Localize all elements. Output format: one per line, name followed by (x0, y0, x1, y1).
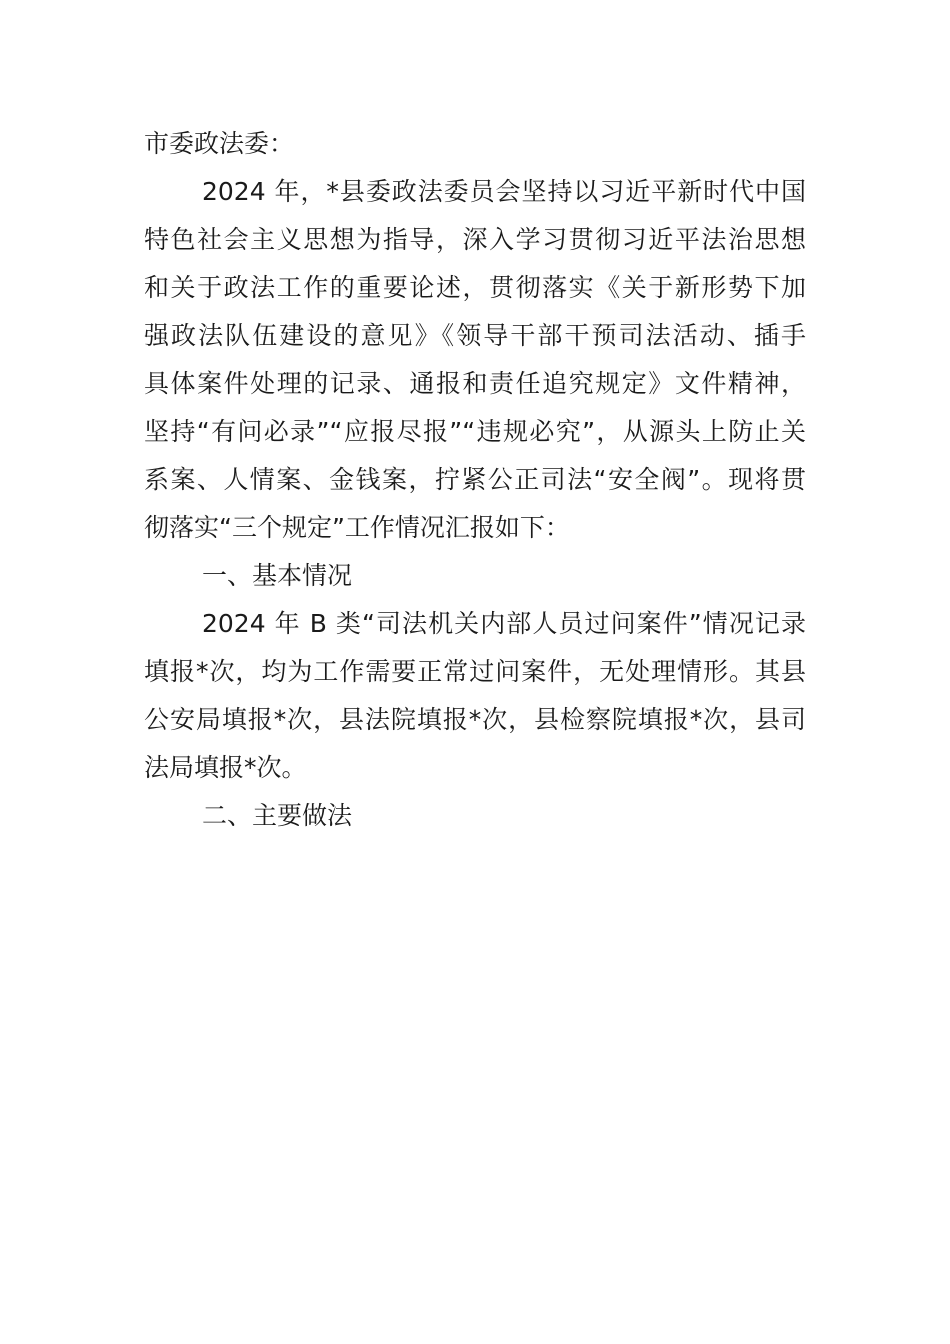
paragraph-line: 填报*次，均为工作需要正常过问案件，无处理情形。其县 (144, 657, 806, 686)
document-body (144, 120, 806, 840)
paragraph-line: 彻落实“三个规定”工作情况汇报如下： (144, 513, 570, 542)
paragraph-intro (144, 168, 806, 552)
salutation: 市委政法委： (144, 129, 295, 158)
paragraph-line: 2024 年 B 类“司法机关内部人员过问案件”情况记录 (202, 609, 806, 638)
paragraph-line: 坚持“有问必录”“应报尽报”“违规必究”，从源头上防止关 (144, 417, 806, 446)
paragraph-basic-situation (144, 600, 806, 792)
paragraph-line: 具体案件处理的记录、通报和责任追究规定》文件精神， (144, 369, 806, 398)
section-heading-basic: 一、基本情况 (202, 561, 353, 590)
paragraph-line: 系案、人情案、金钱案，拧紧公正司法“安全阀”。现将贯 (144, 465, 806, 494)
paragraph-line: 2024 年，*县委政法委员会坚持以习近平新时代中国 (202, 177, 806, 206)
paragraph-line: 和关于政法工作的重要论述，贯彻落实《关于新形势下加 (144, 273, 806, 302)
paragraph-line: 公安局填报*次，县法院填报*次，县检察院填报*次，县司 (144, 705, 806, 734)
paragraph-line: 特色社会主义思想为指导，深入学习贯彻习近平法治思想 (144, 225, 806, 254)
paragraph-line: 强政法队伍建设的意见》《领导干部干预司法活动、插手 (144, 321, 806, 350)
paragraph-line: 法局填报*次。 (144, 753, 307, 782)
section-heading-practices: 二、主要做法 (202, 801, 353, 830)
